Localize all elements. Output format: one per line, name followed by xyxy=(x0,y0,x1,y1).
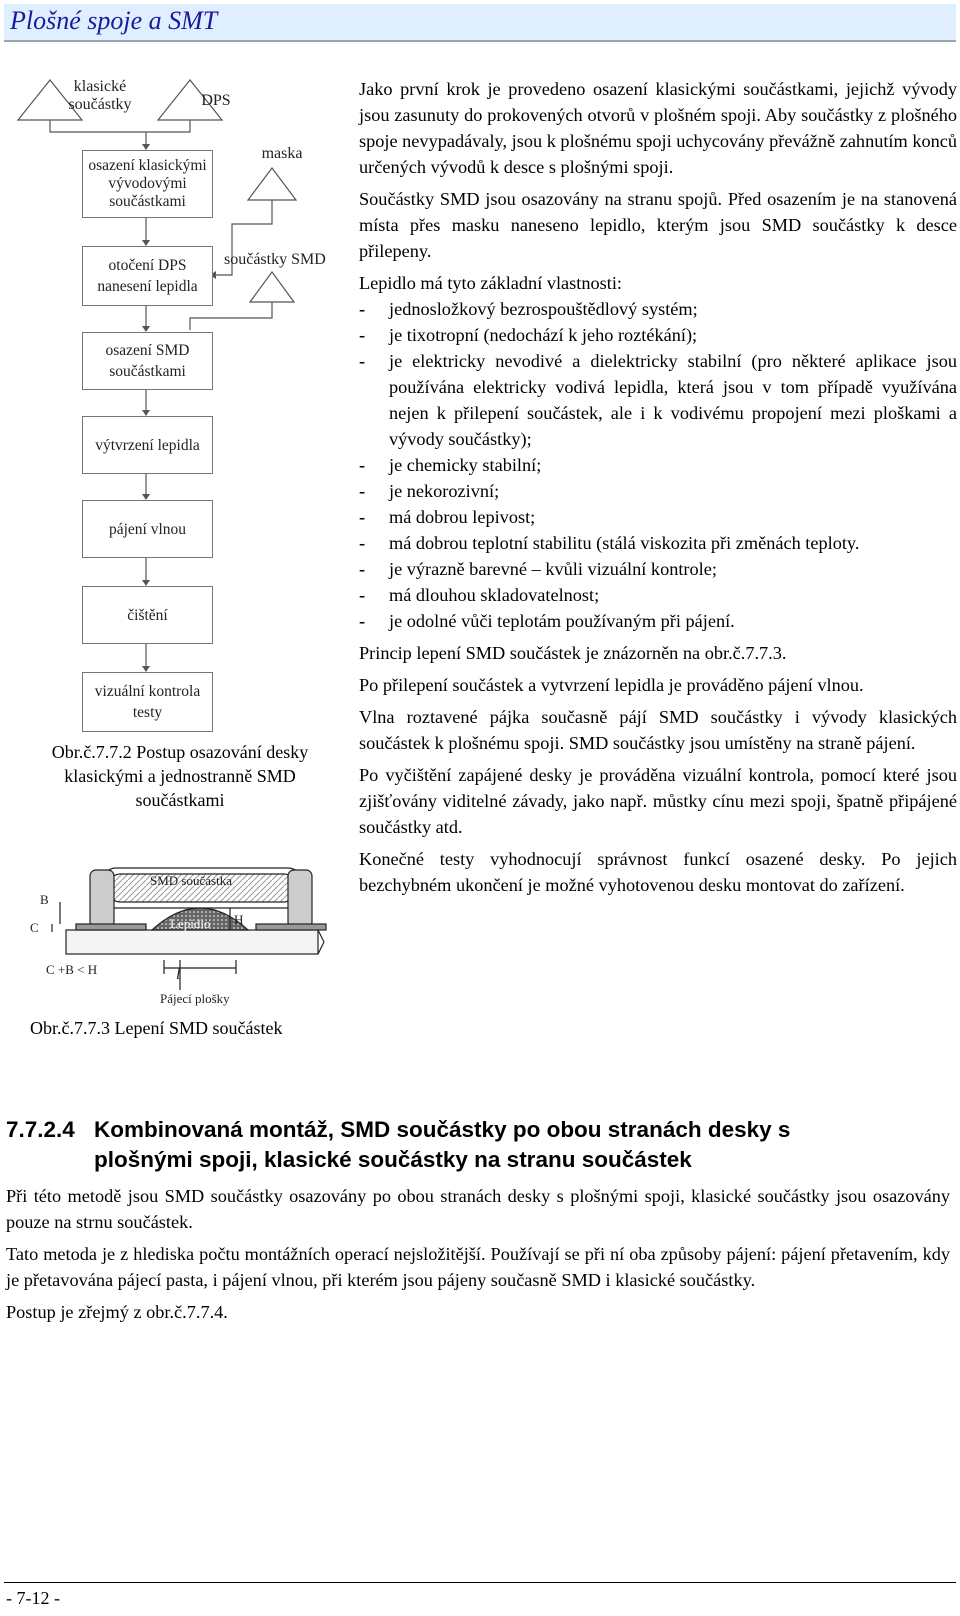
paragraph: Součástky SMD jsou osazovány na stranu spojů. Před osazením je na stanovená místa přes masku naneseno lepidlo, kterým jsou SMD součástky k desce přilepeny. xyxy=(359,189,957,261)
pcb-board xyxy=(66,930,318,954)
footer-divider xyxy=(4,1582,956,1583)
figure-caption-7-7-3: Obr.č.7.7.3 Lepení SMD součástek xyxy=(30,1018,283,1038)
diagram-label-c: C xyxy=(30,920,39,935)
list-item: - je tixotropní (nedochází k jeho roztékání); xyxy=(359,325,698,345)
list-item: - je nekorozivní; xyxy=(359,481,500,501)
diagram-label-pads: Pájecí plošky xyxy=(160,991,230,1006)
paragraph: Lepidlo má tyto základní vlastnosti: xyxy=(359,273,622,293)
input-label-classic: klasické součástky xyxy=(68,78,132,113)
pad-left xyxy=(76,924,146,930)
list-item: - jednosložkový bezrospouštědlový systém; xyxy=(359,299,698,319)
figure-caption-7-7-2: Obr.č.7.7.2 Postup osazování desky klasickými a jednostranně SMD součástkami xyxy=(51,742,309,810)
flow-step-1: osazení klasickými vývodovými součástkami xyxy=(82,150,213,218)
section-title-line2: plošnými spoji, klasické součástky na stranu součástek xyxy=(94,1147,692,1172)
section-body xyxy=(6,1183,950,1331)
input-label-mask: maska xyxy=(261,145,303,162)
diagram-label-l: l xyxy=(176,966,181,983)
flow-step-4: výtvrzení lepidla xyxy=(82,416,213,474)
page-number: - 7-12 - xyxy=(6,1588,60,1608)
right-column-text xyxy=(359,76,957,904)
input-label-smd: součástky SMD xyxy=(224,251,326,268)
terminal-left xyxy=(90,870,114,928)
diagram-label-component: SMD součástka xyxy=(150,873,232,888)
flow-step-6: čištění xyxy=(82,586,213,644)
paragraph: Při této metodě jsou SMD součástky osazovány po obou stranách desky s plošnými spoji, klasické součástky jsou osazovány pouze na strnu součástek. xyxy=(6,1186,950,1232)
diagram-label-b: B xyxy=(40,892,49,907)
glue-properties-list xyxy=(359,296,957,634)
list-item: - má dobrou teplotní stabilitu (stálá viskozita při změnách teploty. xyxy=(359,533,860,553)
paragraph: Po vyčištění zapájené desky je prováděna vizuální kontrola, pomocí které jsou zjišťovány viditelné závady, jako např. můstky cínu mezi spoji, špatně připájené součástky atd. xyxy=(359,765,957,837)
list-item: - je odolné vůči teplotám používaným při pájení. xyxy=(359,611,735,631)
diagram-condition: C +B < H xyxy=(46,962,98,977)
section-number: 7.7.2.4 xyxy=(6,1117,75,1142)
section-title-line1: Kombinovaná montáž, SMD součástky po obou stranách desky s xyxy=(94,1117,791,1142)
list-item: - má dobrou lepivost; xyxy=(359,507,536,527)
flow-step-7: vizuální kontrola testy xyxy=(82,672,213,732)
flow-step-3: osazení SMD součástkami xyxy=(82,332,213,390)
paragraph: Jako první krok je provedeno osazení klasickými součástkami, jejichž vývody jsou zasunuty do prokovených otvorů v plošném spoji. Aby součástky z plošného spoje nevypadávaly, jsou k plošnému spoji uchycovány převážně zahnutím konců určených vývodů k desce s plošnými spoji. xyxy=(359,79,957,177)
list-item: - má dlouhou skladovatelnost; xyxy=(359,585,600,605)
paragraph: Tato metoda je z hlediska počtu montážních operací nejsložitější. Používají se při ní oba způsoby pájení: pájení přetavením, kdy je přetavována pájecí pasta, i pájení vlnou, při kterém jsou pájeny současně SMD i klasické součástky. xyxy=(6,1244,950,1290)
triangle-smd xyxy=(250,272,294,302)
list-item: - je chemicky stabilní; xyxy=(359,455,542,475)
paragraph: Konečné testy vyhodnocují správnost funkcí osazené desky. Po jejich bezchybném ukončení je možné vyhotovenou desku montovat do zařízení. xyxy=(359,849,957,895)
section-heading xyxy=(6,1115,951,1175)
triangle-mask xyxy=(248,168,296,200)
paragraph: Vlna roztavené pájka současně pájí SMD součástky i vývody klasických součástek k plošnému spoji. SMD součástky jsou umístěny na straně pájení. xyxy=(359,707,957,753)
flow-step-5: pájení vlnou xyxy=(82,500,213,558)
diagram-label-h: H xyxy=(234,912,244,927)
paragraph: Princip lepení SMD součástek je znázorněn na obr.č.7.7.3. xyxy=(359,643,787,663)
list-item: - je elektricky nevodivé a dielektricky stabilní (pro některé aplikace jsou používána elektricky vodivá lepidla, která jsou v tom případě využívána nejen k přilepení součástek, ale i k vodivému propojení mezi ploškami a vývody součástky); xyxy=(359,351,957,449)
flow-step-2: otočení DPS nanesení lepidla xyxy=(82,246,213,306)
terminal-right xyxy=(288,870,312,928)
paragraph: Postup je zřejmý z obr.č.7.7.4. xyxy=(6,1302,228,1322)
input-label-pcb: DPS xyxy=(201,92,231,109)
pad-right xyxy=(256,924,326,930)
list-item: - je výrazně barevné – kvůli vizuální kontrole; xyxy=(359,559,717,579)
header-title: Plošné spoje a SMT xyxy=(10,6,218,35)
diagram-label-glue: Lepidlo xyxy=(170,916,211,931)
paragraph: Po přilepení součástek a vytvrzení lepidla je prováděno pájení vlnou. xyxy=(359,675,864,695)
